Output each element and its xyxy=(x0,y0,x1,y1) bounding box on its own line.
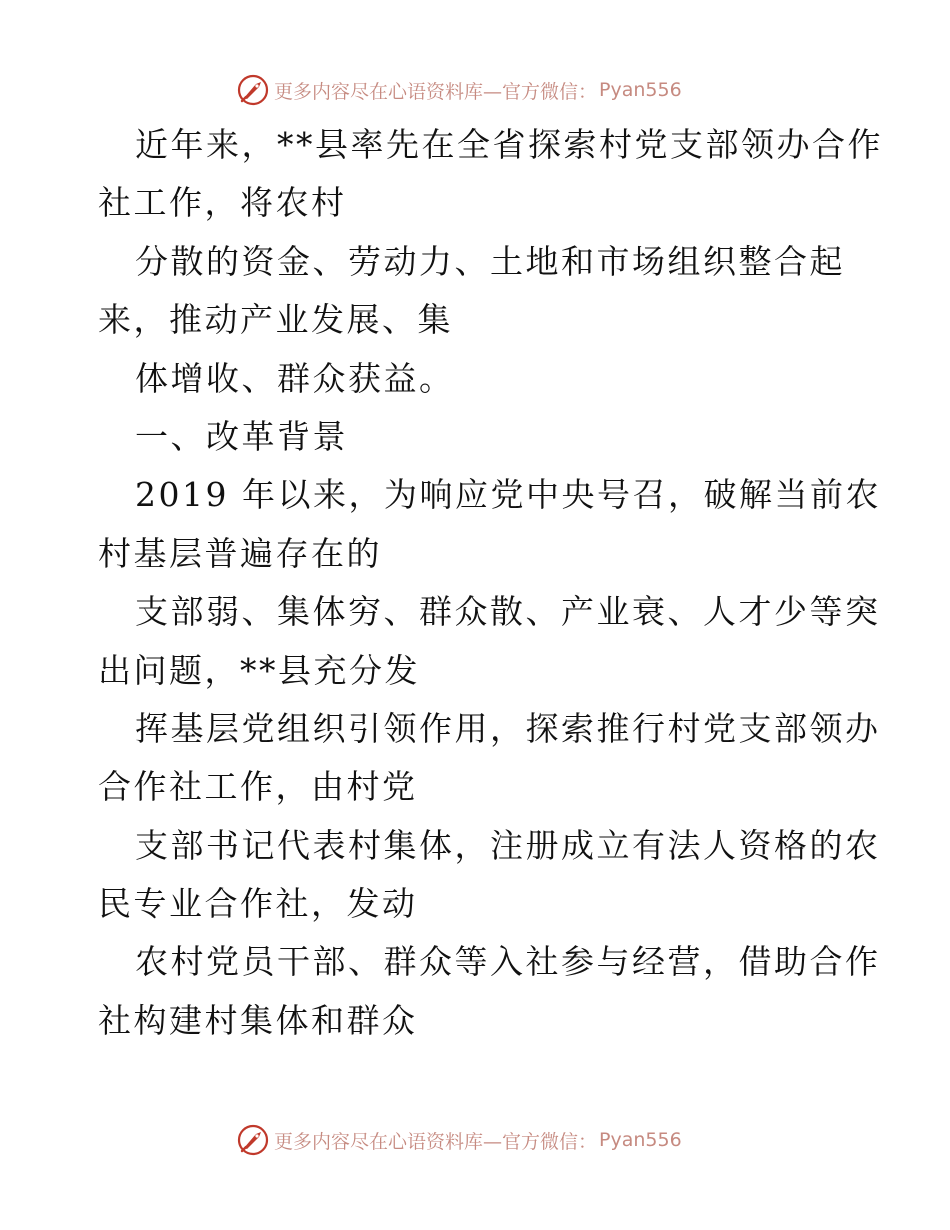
text-line: 2019 年以来，为响应党中央号召，破解当前农 xyxy=(135,475,881,515)
text-line: 挥基层党组织引领作用，探索推行村党支部领办 xyxy=(135,708,881,748)
watermark-text: 更多内容尽在心语资料库—官方微信： xyxy=(274,1130,598,1153)
document-body xyxy=(98,116,883,1050)
section-heading: 一、改革背景 xyxy=(135,416,348,456)
text-line: 近年来，**县率先在全省探索村党支部领办合作 xyxy=(135,125,883,164)
footer-watermark xyxy=(236,1120,682,1160)
text-line: 支部弱、集体穷、群众散、产业衰、人才少等突 xyxy=(135,592,881,632)
text-line: 体增收、群众获益。 xyxy=(135,358,455,398)
text-line: 社工作，将农村 xyxy=(98,183,347,223)
text-line: 分散的资金、劳动力、土地和市场组织整合起 xyxy=(135,241,845,281)
watermark-wechat-id: Pyan556 xyxy=(599,1129,682,1151)
header-watermark xyxy=(236,70,682,110)
pen-nib-logo-icon xyxy=(236,73,270,107)
watermark-text: 更多内容尽在心语资料库—官方微信： xyxy=(274,80,598,103)
text-line: 社构建村集体和群众 xyxy=(98,1000,418,1040)
pen-nib-logo-icon xyxy=(236,1123,270,1157)
text-line: 出问题，**县充分发 xyxy=(98,650,420,690)
text-line: 来，推动产业发展、集 xyxy=(98,300,453,340)
text-line: 支部书记代表村集体，注册成立有法人资格的农 xyxy=(135,825,881,865)
text-line: 村基层普遍存在的 xyxy=(98,533,382,573)
text-line: 合作社工作，由村党 xyxy=(98,767,418,807)
text-line: 民专业合作社，发动 xyxy=(98,884,418,924)
watermark-wechat-id: Pyan556 xyxy=(599,79,682,101)
text-line: 农村党员干部、群众等入社参与经营，借助合作 xyxy=(135,942,881,982)
